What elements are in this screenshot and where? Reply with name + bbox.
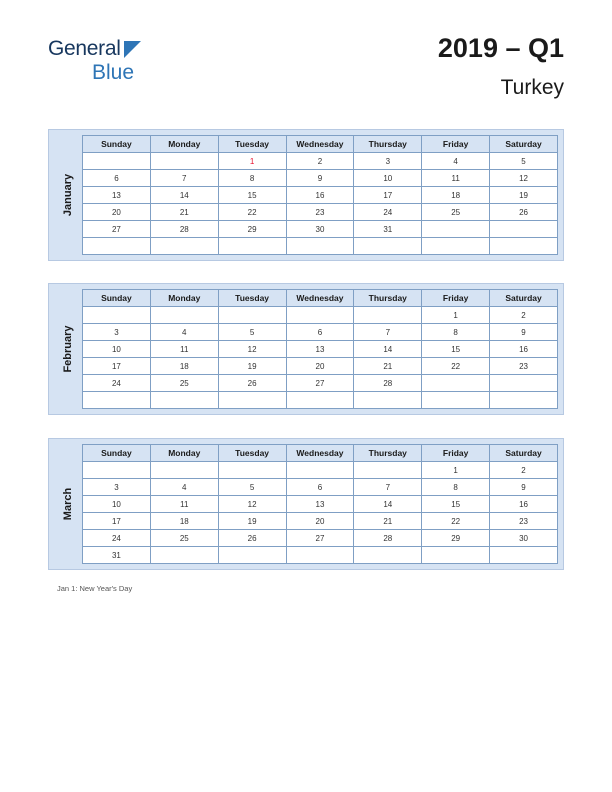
logo-word-blue: Blue xyxy=(92,61,135,84)
calendar-day-cell[interactable]: 29 xyxy=(218,221,286,238)
title-block xyxy=(438,34,564,99)
calendar-empty-cell xyxy=(490,375,558,392)
calendar-body-january xyxy=(83,153,558,255)
weekday-saturday: Saturday xyxy=(490,445,558,462)
calendar-empty-cell xyxy=(286,392,354,409)
calendar-empty-cell xyxy=(83,462,151,479)
calendar-day-cell[interactable]: 5 xyxy=(218,324,286,341)
weekday-tuesday: Tuesday xyxy=(218,290,286,307)
calendar-day-cell[interactable]: 30 xyxy=(286,221,354,238)
weekday-thursday: Thursday xyxy=(354,445,422,462)
calendar-empty-cell xyxy=(83,392,151,409)
calendar-day-cell[interactable]: 10 xyxy=(83,341,151,358)
calendar-week-row xyxy=(83,341,558,358)
calendar-day-cell[interactable]: 12 xyxy=(218,341,286,358)
weekday-saturday: Saturday xyxy=(490,136,558,153)
calendar-day-cell[interactable]: 28 xyxy=(354,375,422,392)
calendar-day-cell[interactable]: 10 xyxy=(83,496,151,513)
calendar-week-row xyxy=(83,375,558,392)
calendar-empty-cell xyxy=(218,307,286,324)
calendar-day-cell[interactable]: 14 xyxy=(354,341,422,358)
calendar-day-cell[interactable]: 23 xyxy=(286,204,354,221)
calendar-day-cell[interactable]: 20 xyxy=(286,513,354,530)
calendar-day-cell[interactable]: 21 xyxy=(354,358,422,375)
calendar-day-cell[interactable]: 1 xyxy=(422,462,490,479)
calendar-empty-cell xyxy=(218,462,286,479)
calendar-day-cell[interactable]: 3 xyxy=(354,153,422,170)
weekday-header-row xyxy=(83,290,558,307)
calendar-week-row xyxy=(83,547,558,564)
weekday-wednesday: Wednesday xyxy=(286,445,354,462)
calendar-day-cell[interactable]: 15 xyxy=(218,187,286,204)
calendar-day-cell[interactable]: 20 xyxy=(83,204,151,221)
calendar-empty-cell xyxy=(422,221,490,238)
calendar-day-cell[interactable]: 26 xyxy=(490,204,558,221)
calendar-week-row xyxy=(83,238,558,255)
calendar-day-cell[interactable]: 13 xyxy=(286,341,354,358)
weekday-sunday: Sunday xyxy=(83,290,151,307)
calendar-week-row xyxy=(83,513,558,530)
logo-line-1 xyxy=(48,38,141,59)
calendar-empty-cell xyxy=(354,547,422,564)
weekday-friday: Friday xyxy=(422,445,490,462)
calendar-week-row xyxy=(83,479,558,496)
calendar-day-cell[interactable]: 16 xyxy=(490,341,558,358)
calendar-empty-cell xyxy=(490,221,558,238)
calendar-day-cell[interactable]: 21 xyxy=(354,513,422,530)
holiday-note-item: Jan 1: New Year's Day xyxy=(57,584,133,593)
calendar-day-cell[interactable]: 9 xyxy=(286,170,354,187)
calendar-empty-cell xyxy=(354,462,422,479)
weekday-friday: Friday xyxy=(422,136,490,153)
weekday-monday: Monday xyxy=(150,445,218,462)
calendar-day-cell[interactable]: 3 xyxy=(83,324,151,341)
weekday-sunday: Sunday xyxy=(83,445,151,462)
calendar-day-cell[interactable]: 27 xyxy=(286,530,354,547)
holiday-notes xyxy=(57,583,132,594)
calendar-week-row xyxy=(83,530,558,547)
weekday-wednesday: Wednesday xyxy=(286,290,354,307)
calendar-day-cell[interactable]: 30 xyxy=(490,530,558,547)
calendar-day-cell[interactable]: 13 xyxy=(286,496,354,513)
calendar-week-row xyxy=(83,187,558,204)
weekday-thursday: Thursday xyxy=(354,136,422,153)
calendar-day-cell[interactable]: 12 xyxy=(490,170,558,187)
calendar-day-cell[interactable]: 7 xyxy=(354,479,422,496)
calendar-day-cell[interactable]: 26 xyxy=(218,375,286,392)
calendar-day-cell[interactable]: 14 xyxy=(150,187,218,204)
calendar-empty-cell xyxy=(422,375,490,392)
calendar-empty-cell xyxy=(354,307,422,324)
calendar-week-row xyxy=(83,153,558,170)
calendar-empty-cell xyxy=(218,392,286,409)
weekday-monday: Monday xyxy=(150,290,218,307)
calendar-table-march xyxy=(82,444,558,564)
calendar-day-cell[interactable]: 29 xyxy=(422,530,490,547)
calendar-day-cell[interactable]: 12 xyxy=(218,496,286,513)
calendar-empty-cell xyxy=(218,547,286,564)
calendar-empty-cell xyxy=(218,238,286,255)
calendar-week-row xyxy=(83,204,558,221)
weekday-sunday: Sunday xyxy=(83,136,151,153)
month-label-february: February xyxy=(62,325,74,373)
calendar-day-cell[interactable]: 8 xyxy=(218,170,286,187)
calendar-empty-cell xyxy=(150,462,218,479)
calendar-day-cell[interactable]: 22 xyxy=(218,204,286,221)
calendar-empty-cell xyxy=(490,547,558,564)
calendar-week-row xyxy=(83,358,558,375)
calendar-day-cell[interactable]: 6 xyxy=(286,479,354,496)
calendar-week-row xyxy=(83,462,558,479)
calendar-day-cell[interactable]: 4 xyxy=(150,479,218,496)
weekday-tuesday: Tuesday xyxy=(218,136,286,153)
calendar-empty-cell xyxy=(286,462,354,479)
calendar-day-cell[interactable]: 8 xyxy=(422,324,490,341)
calendar-day-cell[interactable]: 11 xyxy=(150,496,218,513)
calendar-day-cell[interactable]: 7 xyxy=(150,170,218,187)
calendar-day-cell[interactable]: 25 xyxy=(150,530,218,547)
page-title: 2019 – Q1 xyxy=(437,33,564,63)
calendar-day-cell[interactable]: 22 xyxy=(422,358,490,375)
calendar-empty-cell xyxy=(490,238,558,255)
calendar-day-cell[interactable]: 18 xyxy=(150,358,218,375)
calendar-day-cell[interactable]: 10 xyxy=(354,170,422,187)
calendar-day-cell[interactable]: 28 xyxy=(354,530,422,547)
calendar-day-cell[interactable]: 5 xyxy=(490,153,558,170)
calendar-empty-cell xyxy=(150,392,218,409)
calendar-day-cell[interactable]: 27 xyxy=(83,221,151,238)
calendar-day-cell[interactable]: 19 xyxy=(490,187,558,204)
calendar-day-cell[interactable]: 17 xyxy=(354,187,422,204)
month-block-january xyxy=(48,129,564,261)
calendar-empty-cell xyxy=(286,547,354,564)
calendar-empty-cell xyxy=(354,238,422,255)
calendar-day-cell[interactable]: 1 xyxy=(422,307,490,324)
calendar-body-february xyxy=(83,307,558,409)
calendar-day-cell[interactable]: 4 xyxy=(150,324,218,341)
month-block-march xyxy=(48,438,564,570)
calendar-day-cell[interactable]: 14 xyxy=(354,496,422,513)
calendar-day-cell[interactable]: 4 xyxy=(422,153,490,170)
calendar-empty-cell xyxy=(286,307,354,324)
calendar-week-row xyxy=(83,221,558,238)
calendar-day-cell[interactable]: 24 xyxy=(83,530,151,547)
calendar-day-cell[interactable]: 24 xyxy=(83,375,151,392)
weekday-wednesday: Wednesday xyxy=(286,136,354,153)
calendar-day-cell[interactable]: 22 xyxy=(422,513,490,530)
weekday-header-row xyxy=(83,136,558,153)
calendar-day-cell[interactable]: 2 xyxy=(490,307,558,324)
calendar-day-cell[interactable]: 13 xyxy=(83,187,151,204)
calendar-table-february xyxy=(82,289,558,409)
calendar-day-cell[interactable]: 18 xyxy=(422,187,490,204)
calendar-day-cell[interactable]: 26 xyxy=(218,530,286,547)
calendar-empty-cell xyxy=(150,547,218,564)
calendar-day-cell[interactable]: 20 xyxy=(286,358,354,375)
calendar-empty-cell xyxy=(422,547,490,564)
calendar-day-cell[interactable]: 9 xyxy=(490,479,558,496)
calendar-week-row xyxy=(83,170,558,187)
general-blue-logo xyxy=(48,38,141,83)
calendar-table-january xyxy=(82,135,558,255)
calendar-day-cell[interactable]: 11 xyxy=(422,170,490,187)
calendar-empty-cell xyxy=(83,153,151,170)
month-label-march: March xyxy=(62,487,74,521)
calendar-day-cell[interactable]: 17 xyxy=(83,358,151,375)
calendar-day-cell[interactable]: 31 xyxy=(354,221,422,238)
calendar-day-cell[interactable]: 21 xyxy=(150,204,218,221)
calendar-day-cell[interactable]: 6 xyxy=(83,170,151,187)
page-header xyxy=(48,34,564,114)
weekday-friday: Friday xyxy=(422,290,490,307)
calendar-empty-cell xyxy=(422,238,490,255)
calendar-day-cell[interactable]: 25 xyxy=(422,204,490,221)
calendar-day-cell[interactable]: 24 xyxy=(354,204,422,221)
month-label-january: January xyxy=(62,173,74,217)
calendar-day-cell[interactable]: 19 xyxy=(218,358,286,375)
month-block-february xyxy=(48,283,564,415)
calendar-day-cell[interactable]: 23 xyxy=(490,358,558,375)
calendar-day-cell[interactable]: 31 xyxy=(83,547,151,564)
calendar-body-march xyxy=(83,462,558,564)
calendar-empty-cell xyxy=(83,307,151,324)
weekday-header-row xyxy=(83,445,558,462)
logo-triangle-icon xyxy=(124,41,141,58)
calendar-day-cell[interactable]: 23 xyxy=(490,513,558,530)
calendar-day-cell[interactable]: 16 xyxy=(286,187,354,204)
calendar-empty-cell xyxy=(286,238,354,255)
calendar-empty-cell xyxy=(150,307,218,324)
calendar-day-cell[interactable]: 5 xyxy=(218,479,286,496)
calendar-day-cell[interactable]: 28 xyxy=(150,221,218,238)
calendar-week-row xyxy=(83,496,558,513)
calendar-empty-cell xyxy=(150,153,218,170)
logo-word-general: General xyxy=(48,37,121,60)
calendar-day-cell[interactable]: 27 xyxy=(286,375,354,392)
calendar-day-cell[interactable]: 2 xyxy=(490,462,558,479)
calendar-day-cell[interactable]: 18 xyxy=(150,513,218,530)
calendar-empty-cell xyxy=(83,238,151,255)
calendar-day-cell[interactable]: 7 xyxy=(354,324,422,341)
calendar-day-cell[interactable]: 17 xyxy=(83,513,151,530)
calendar-day-cell[interactable]: 3 xyxy=(83,479,151,496)
calendar-day-cell[interactable]: 9 xyxy=(490,324,558,341)
calendar-day-cell[interactable]: 11 xyxy=(150,341,218,358)
page-subtitle-country: Turkey xyxy=(500,75,564,99)
calendar-empty-cell xyxy=(422,392,490,409)
weekday-thursday: Thursday xyxy=(354,290,422,307)
weekday-saturday: Saturday xyxy=(490,290,558,307)
calendar-day-cell[interactable]: 16 xyxy=(490,496,558,513)
calendar-empty-cell xyxy=(354,392,422,409)
calendar-week-row xyxy=(83,324,558,341)
calendar-empty-cell xyxy=(150,238,218,255)
weekday-monday: Monday xyxy=(150,136,218,153)
calendar-week-row xyxy=(83,307,558,324)
calendar-day-cell[interactable]: 2 xyxy=(286,153,354,170)
calendar-day-cell[interactable]: 25 xyxy=(150,375,218,392)
calendar-week-row xyxy=(83,392,558,409)
calendar-day-cell[interactable]: 19 xyxy=(218,513,286,530)
calendar-empty-cell xyxy=(490,392,558,409)
calendar-day-cell[interactable]: 6 xyxy=(286,324,354,341)
weekday-tuesday: Tuesday xyxy=(218,445,286,462)
calendar-day-cell[interactable]: 15 xyxy=(422,496,490,513)
calendar-day-cell[interactable]: 15 xyxy=(422,341,490,358)
calendar-day-cell[interactable]: 1 xyxy=(218,153,286,170)
calendar-day-cell[interactable]: 8 xyxy=(422,479,490,496)
